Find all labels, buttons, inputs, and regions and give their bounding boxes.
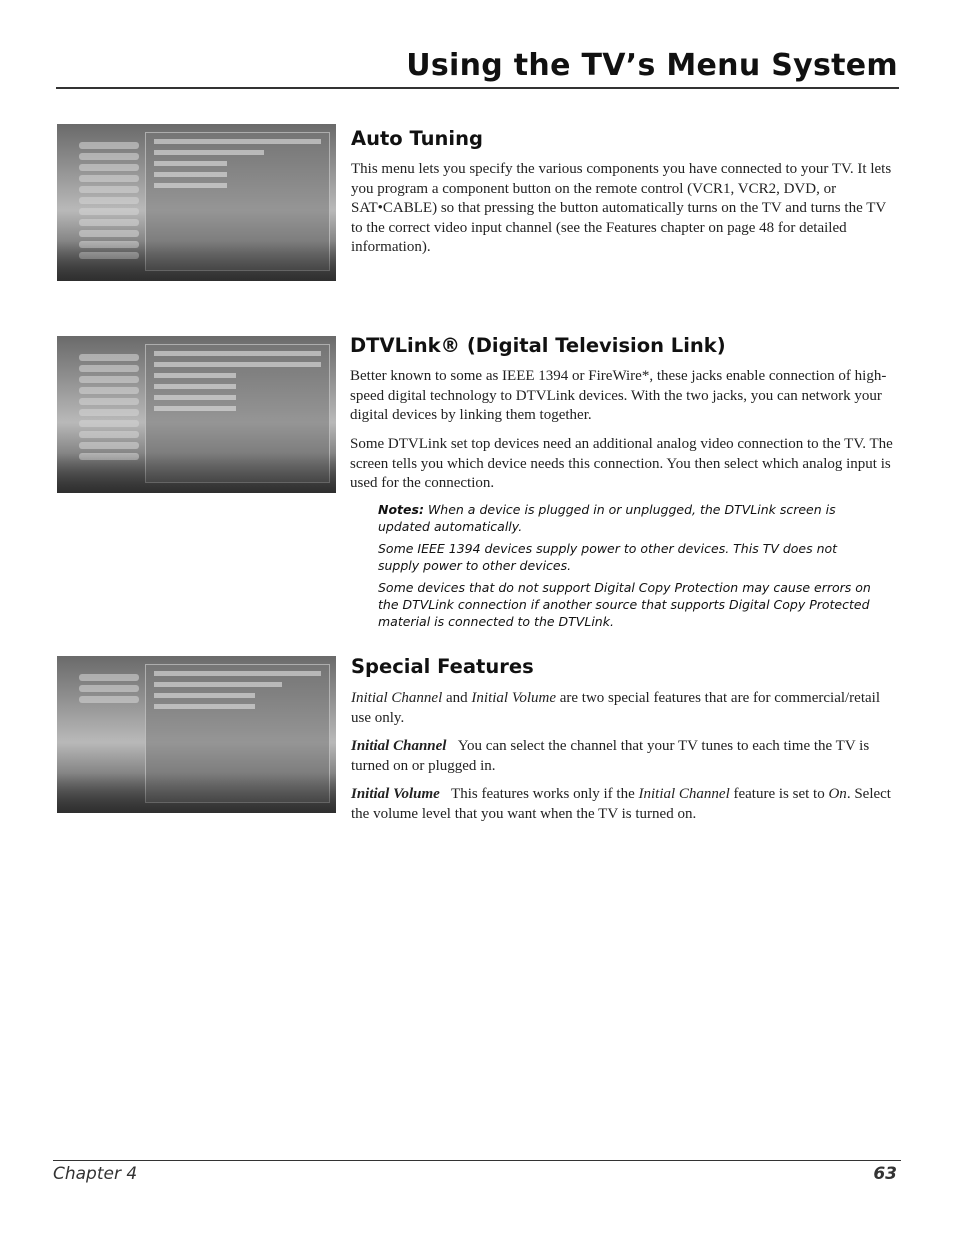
initial-channel-inline: Initial Channel [638, 786, 730, 802]
auto-tuning-screenshot [57, 124, 336, 281]
notes-label: Notes: [378, 502, 424, 517]
initial-channel-label: Initial Channel [351, 738, 447, 754]
initial-volume-paragraph [351, 785, 899, 824]
dtvlink-note-1 [378, 501, 878, 535]
dtvlink-heading: DTVLink® (Digital Television Link) [350, 334, 726, 357]
initial-channel-term: Initial Channel [351, 690, 443, 706]
page-title: Using the TV’s Menu System [406, 48, 898, 83]
dtvlink-note-3: Some devices that do not support Digital Copy Protection may cause errors on the DTVLink connection if another source that supports Digital Copy Protected material is connected to the DTVLink. [378, 580, 871, 629]
header-rule [56, 87, 899, 89]
dtvlink-paragraph-2: Some DTVLink set top devices need an additional analog video connection to the TV. The screen tells you which device needs this connection. You then select which analog input is used for the connection. [350, 436, 893, 491]
footer-rule [53, 1160, 901, 1161]
auto-tuning-paragraph: This menu lets you specify the various components you have connected to your TV. It lets you program a component button on the remote control (VCR1, VCR2, DVD, or SAT•CABLE) so that pressing the button automatically turns on the TV and turns the TV to the correct video input channel (see the Features chapter on page 48 for detailed information). [351, 161, 892, 255]
intro-text: are two special features that are for commercial/retail use only. [351, 690, 880, 726]
special-features-screenshot [57, 656, 336, 813]
page-number: 63 [873, 1164, 897, 1184]
dtvlink-screenshot [57, 336, 336, 493]
dtvlink-note-2: Some IEEE 1394 devices supply power to other devices. This TV does not supply power to other devices. [378, 541, 838, 573]
and-text: and [446, 690, 468, 706]
initial-channel-text: You can select the channel that your TV tunes to each time the TV is turned on or plugged in. [351, 738, 870, 774]
initial-volume-text-c: . Select the volume level that you want when the TV is turned on. [351, 786, 891, 822]
special-features-heading: Special Features [351, 655, 534, 678]
initial-volume-text-b: feature is set to [733, 786, 825, 802]
dtvlink-paragraph-1: Better known to some as IEEE 1394 or FireWire*, these jacks enable connection of high-speed digital technology to DTVLink devices. With the two jacks, you can network your digital devices by linking them together. [350, 368, 887, 423]
initial-channel-paragraph [351, 737, 899, 776]
initial-volume-term: Initial Volume [471, 690, 556, 706]
on-term: On [828, 786, 847, 802]
initial-volume-label: Initial Volume [351, 786, 440, 802]
special-features-intro [351, 689, 899, 728]
auto-tuning-heading: Auto Tuning [351, 127, 483, 150]
footer-chapter: Chapter 4 [53, 1164, 138, 1184]
initial-volume-text-a: This features works only if the [451, 786, 635, 802]
note-text: When a device is plugged in or unplugged, the DTVLink screen is updated automatically. [378, 502, 836, 534]
